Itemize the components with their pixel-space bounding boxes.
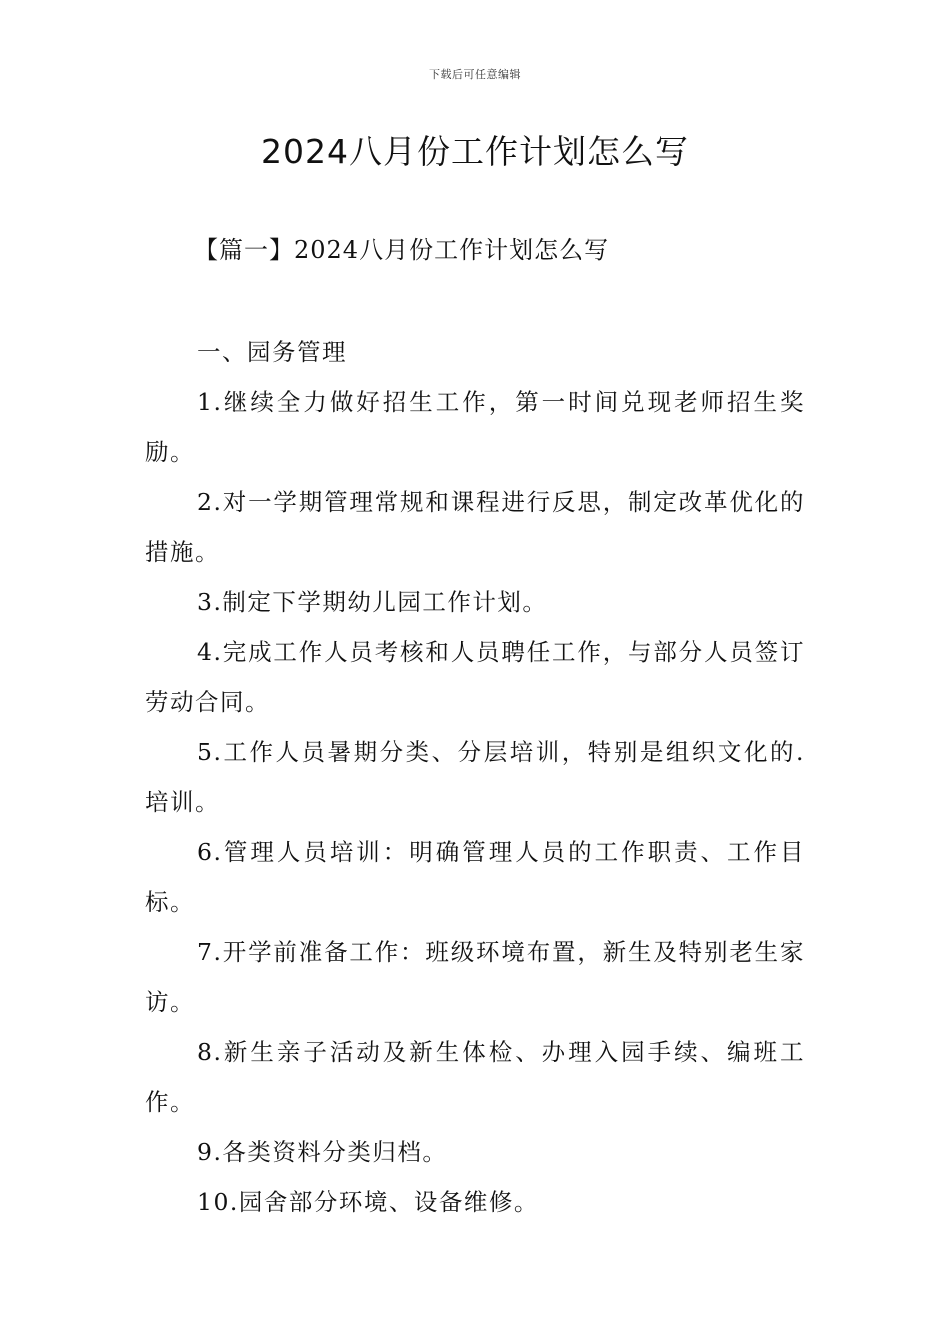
- header-note: 下载后可任意编辑: [429, 68, 521, 81]
- list-paragraph: 8.新生亲子活动及新生体检、办理入园手续、编班工作。: [145, 1038, 805, 1116]
- list-paragraph: 3.制定下学期幼儿园工作计划。: [197, 588, 548, 616]
- list-paragraph: 10.园舍部分环境、设备维修。: [197, 1188, 539, 1216]
- list-paragraph: 4.完成工作人员考核和人员聘任工作，与部分人员签订劳动合同。: [145, 638, 805, 716]
- heading-paragraph: 一、园务管理: [197, 338, 347, 366]
- section-title: 【篇一】2024八月份工作计划怎么写: [194, 236, 610, 264]
- list-paragraph: 6.管理人员培训：明确管理人员的工作职责、工作目标。: [145, 838, 805, 916]
- list-paragraph: 2.对一学期管理常规和课程进行反思，制定改革优化的措施。: [145, 488, 805, 566]
- document-body: [145, 327, 805, 1227]
- document-title: 2024八月份工作计划怎么写: [261, 132, 689, 171]
- list-paragraph: 5.工作人员暑期分类、分层培训，特别是组织文化的.培训。: [145, 738, 805, 816]
- list-paragraph: 7.开学前准备工作：班级环境布置，新生及特别老生家访。: [145, 938, 805, 1016]
- list-paragraph: 9.各类资料分类归档。: [197, 1138, 448, 1166]
- list-paragraph: 1.继续全力做好招生工作，第一时间兑现老师招生奖励。: [145, 388, 805, 466]
